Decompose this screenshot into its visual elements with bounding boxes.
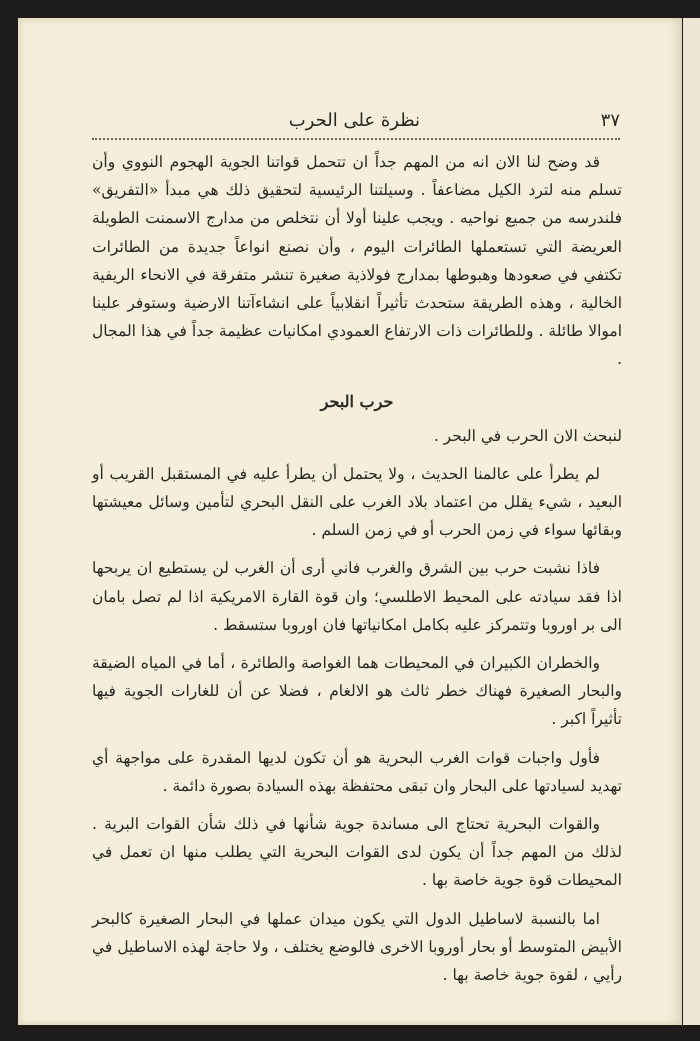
paragraph: لم يطرأ على عالمنا الحديث ، ولا يحتمل أن يطرأ عليه في المستقبل القريب أو البعيد ، شيء يقلل من اعتماد بلاد الغرب على النقل البحري لتأمين وسائل معيشتها وبقائها سواء في زمن الحرب أو في زمن السلم . bbox=[92, 464, 622, 540]
header-divider bbox=[92, 138, 620, 140]
paragraph: قد وضح لنا الان انه من المهم جداً ان تتحمل قواتنا الجوية الهجوم النووي وأن تسلم منه لترد الكيل مضاعفاً . وسيلتنا الرئيسية لتحقيق ذلك هي مبدأ «التفريق» فلندرسه من جميع نواحيه . ويجب علينا أولا أن نتخلص من مدارج الاسمنت الطويلة العريضة التي تستعملها الطائرات اليوم ، وأن نصنع انواعاً جديدة من الطائرات تكتفي في صعودها وهبوطها بمدارج فولاذية صغيرة تنشر متفرقة في الانحاء الريفية الخالية ، وهذه الطريقة ستحدث تأثيراً انقلابياً على انشاءآتنا الارضية وستوفر علينا اموالا طائلة . وللطائرات ذات الارتفاع العمودي امكانيات عظيمة جداً في هذا المجال . bbox=[92, 153, 622, 369]
paragraph: والقوات البحرية تحتاج الى مساندة جوية شأنها في ذلك شأن القوات البرية . لذلك من المهم جداً أن يكون لدى القوات البحرية التي يطلب منها ان تعمل في المحيطات قوة جوية خاصة بها . bbox=[92, 815, 622, 890]
page-body bbox=[92, 148, 622, 999]
paragraph: اما بالنسبة لاساطيل الدول التي يكون ميدان عملها في البحار الصغيرة كالبحر الأبيض المتوسط أو بحار أوروبا الاخرى فالوضع يختلف ، ولا حاجة لهذه الاساطيل في رأيي ، لقوة جوية خاصة بها . bbox=[92, 909, 622, 985]
paragraph: فاذا نشبت حرب بين الشرق والغرب فاني أرى أن الغرب لن يستطيع ان يربحها اذا فقد سيادته على المحيط الاطلسي؛ وان قوة القارة الامريكية اذا لم تصل بامان الى بر اوروبا وتتمركز عليه بكامل امكانياتها فان اوروبا ستسقط . bbox=[92, 559, 622, 634]
paragraph: والخطران الكبيران في المحيطات هما الغواصة والطائرة ، أما في المياه الضيقة والبحار الصغيرة فهناك خطر ثالث هو الالغام ، فضلا عن أن للغارات الجوية فيها تأثيراً اكبر . bbox=[92, 654, 622, 729]
next-page-edge bbox=[683, 18, 700, 1025]
section-heading: حرب البحر bbox=[320, 391, 394, 411]
paragraph: فأول واجبات قوات الغرب البحرية هو أن تكون لديها المقدرة على مواجهة أي تهديد لسيادتها على البحار وان تبقى محتفظة بهذه السيادة بصورة دائمة . bbox=[92, 748, 622, 795]
page-number: ٣٧ bbox=[600, 110, 620, 131]
paragraph: لنبحث الان الحرب في البحر . bbox=[433, 426, 622, 445]
page-header bbox=[92, 110, 620, 132]
page-title: نظرة على الحرب bbox=[288, 110, 420, 131]
